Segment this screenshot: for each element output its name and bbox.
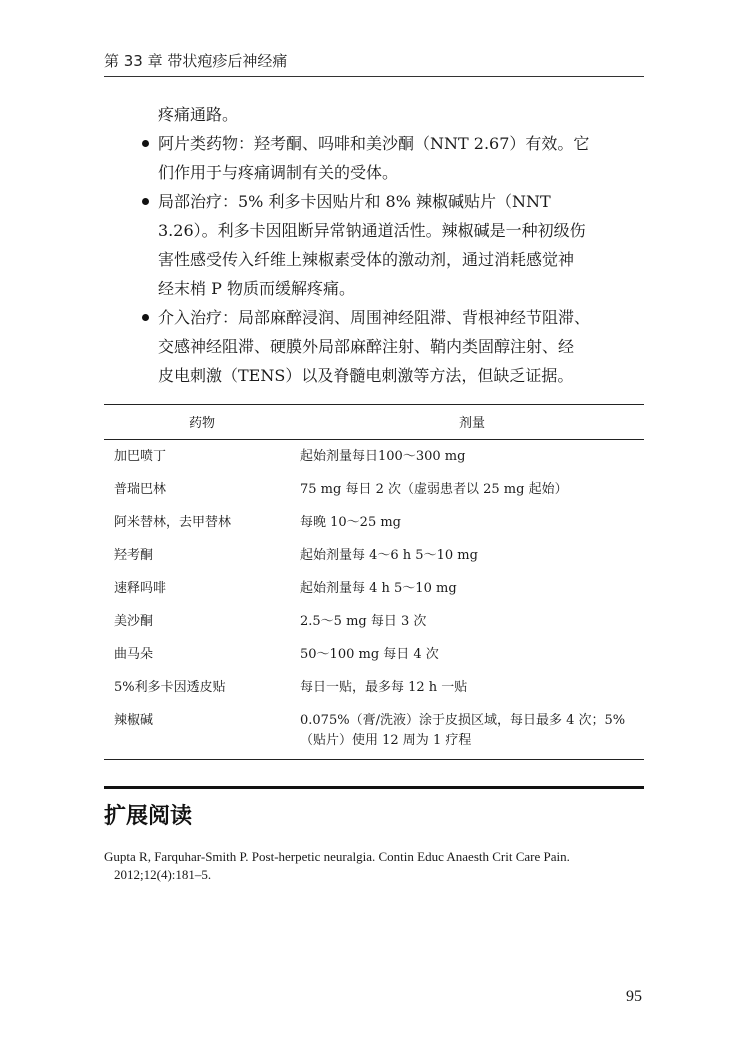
table-row	[104, 473, 644, 506]
section-heading: 扩展阅读	[104, 804, 193, 829]
table-row	[104, 539, 644, 572]
further-reading-title	[104, 786, 644, 830]
bullet-line: 皮电刺激（TENS）以及脊髓电刺激等方法，但缺乏证据。	[158, 366, 574, 385]
bullet-dot-icon	[142, 140, 149, 147]
dose-cell: 每晚 10～25 mg	[300, 515, 401, 530]
bullet-line: 们作用于与疼痛调制有关的受体。	[158, 163, 399, 182]
dose-cell: 起始剂量每日100～300 mg	[300, 449, 466, 464]
drug-cell: 普瑞巴林	[114, 482, 167, 497]
dose-cell: 0.075%（膏/洗液）涂于皮损区域，每日最多 4 次；5%（贴片）使用 12 周为 1 疗程	[300, 704, 644, 760]
column-header-drug: 药物	[104, 405, 300, 440]
dose-cell: 2.5～5 mg 每日 3 次	[300, 614, 427, 629]
bullet-line: 交感神经阻滞、硬膜外局部麻醉注射、鞘内类固醇注射、经	[158, 337, 575, 356]
drug-cell: 辣椒碱	[104, 704, 300, 760]
table-row	[104, 704, 644, 760]
bullet-line: 害性感受传入纤维上辣椒素受体的激动剂，通过消耗感觉神	[158, 250, 575, 269]
bullet-line: 局部治疗：5% 利多卡因贴片和 8% 辣椒碱贴片（NNT	[158, 192, 551, 211]
reference-line-1: Gupta R, Farquhar-Smith P. Post-herpetic neuralgia. Contin Educ Anaesth Crit Care Pain.	[104, 849, 570, 864]
drug-cell: 羟考酮	[114, 548, 154, 563]
bullet-dot-icon	[142, 198, 149, 205]
bullet-line: 介入治疗：局部麻醉浸润、周围神经阻滞、背根神经节阻滞、	[158, 308, 591, 327]
table-row	[104, 506, 644, 539]
drug-cell: 阿米替林，去甲替林	[114, 515, 232, 530]
dosage-table	[104, 404, 644, 760]
bullet-line: 阿片类药物：羟考酮、吗啡和美沙酮（NNT 2.67）有效。它	[158, 134, 590, 153]
bullet-dot-icon	[142, 314, 149, 321]
table-row	[104, 638, 644, 671]
bullet-topical	[104, 187, 644, 303]
bullet-opioids	[104, 129, 644, 187]
drug-cell: 美沙酮	[114, 614, 154, 629]
reference-line-2: 2012;12(4):181–5.	[114, 867, 212, 882]
continuation-paragraph: 疼痛通路。	[158, 105, 239, 124]
drug-cell: 曲马朵	[114, 647, 154, 662]
dose-cell: 起始剂量每 4～6 h 5～10 mg	[300, 548, 478, 563]
dose-cell: 每日一贴，最多每 12 h 一贴	[300, 680, 468, 695]
bullet-interventional	[104, 303, 644, 390]
table-row	[104, 572, 644, 605]
chapter-header	[104, 50, 644, 77]
body-text	[104, 100, 644, 390]
table-row	[104, 671, 644, 704]
drug-cell: 5%利多卡因透皮贴	[114, 680, 226, 695]
bullet-line: 经末梢 P 物质而缓解疼痛。	[158, 279, 355, 298]
table-header-row	[104, 405, 644, 440]
table-row	[104, 605, 644, 638]
column-header-dose: 剂量	[300, 405, 644, 440]
dose-cell: 50～100 mg 每日 4 次	[300, 647, 439, 662]
dose-cell: 75 mg 每日 2 次（虚弱患者以 25 mg 起始）	[300, 482, 568, 497]
page-number: 95	[626, 988, 642, 1005]
reference-entry	[104, 848, 644, 884]
table-row	[104, 440, 644, 474]
chapter-title: 第 33 章 带状疱疹后神经痛	[104, 52, 288, 70]
drug-cell: 加巴喷丁	[114, 449, 167, 464]
drug-cell: 速释吗啡	[114, 581, 167, 596]
dose-cell: 起始剂量每 4 h 5～10 mg	[300, 581, 457, 596]
bullet-line: 3.26）。利多卡因阻断异常钠通道活性。辣椒碱是一种初级伤	[158, 221, 586, 240]
